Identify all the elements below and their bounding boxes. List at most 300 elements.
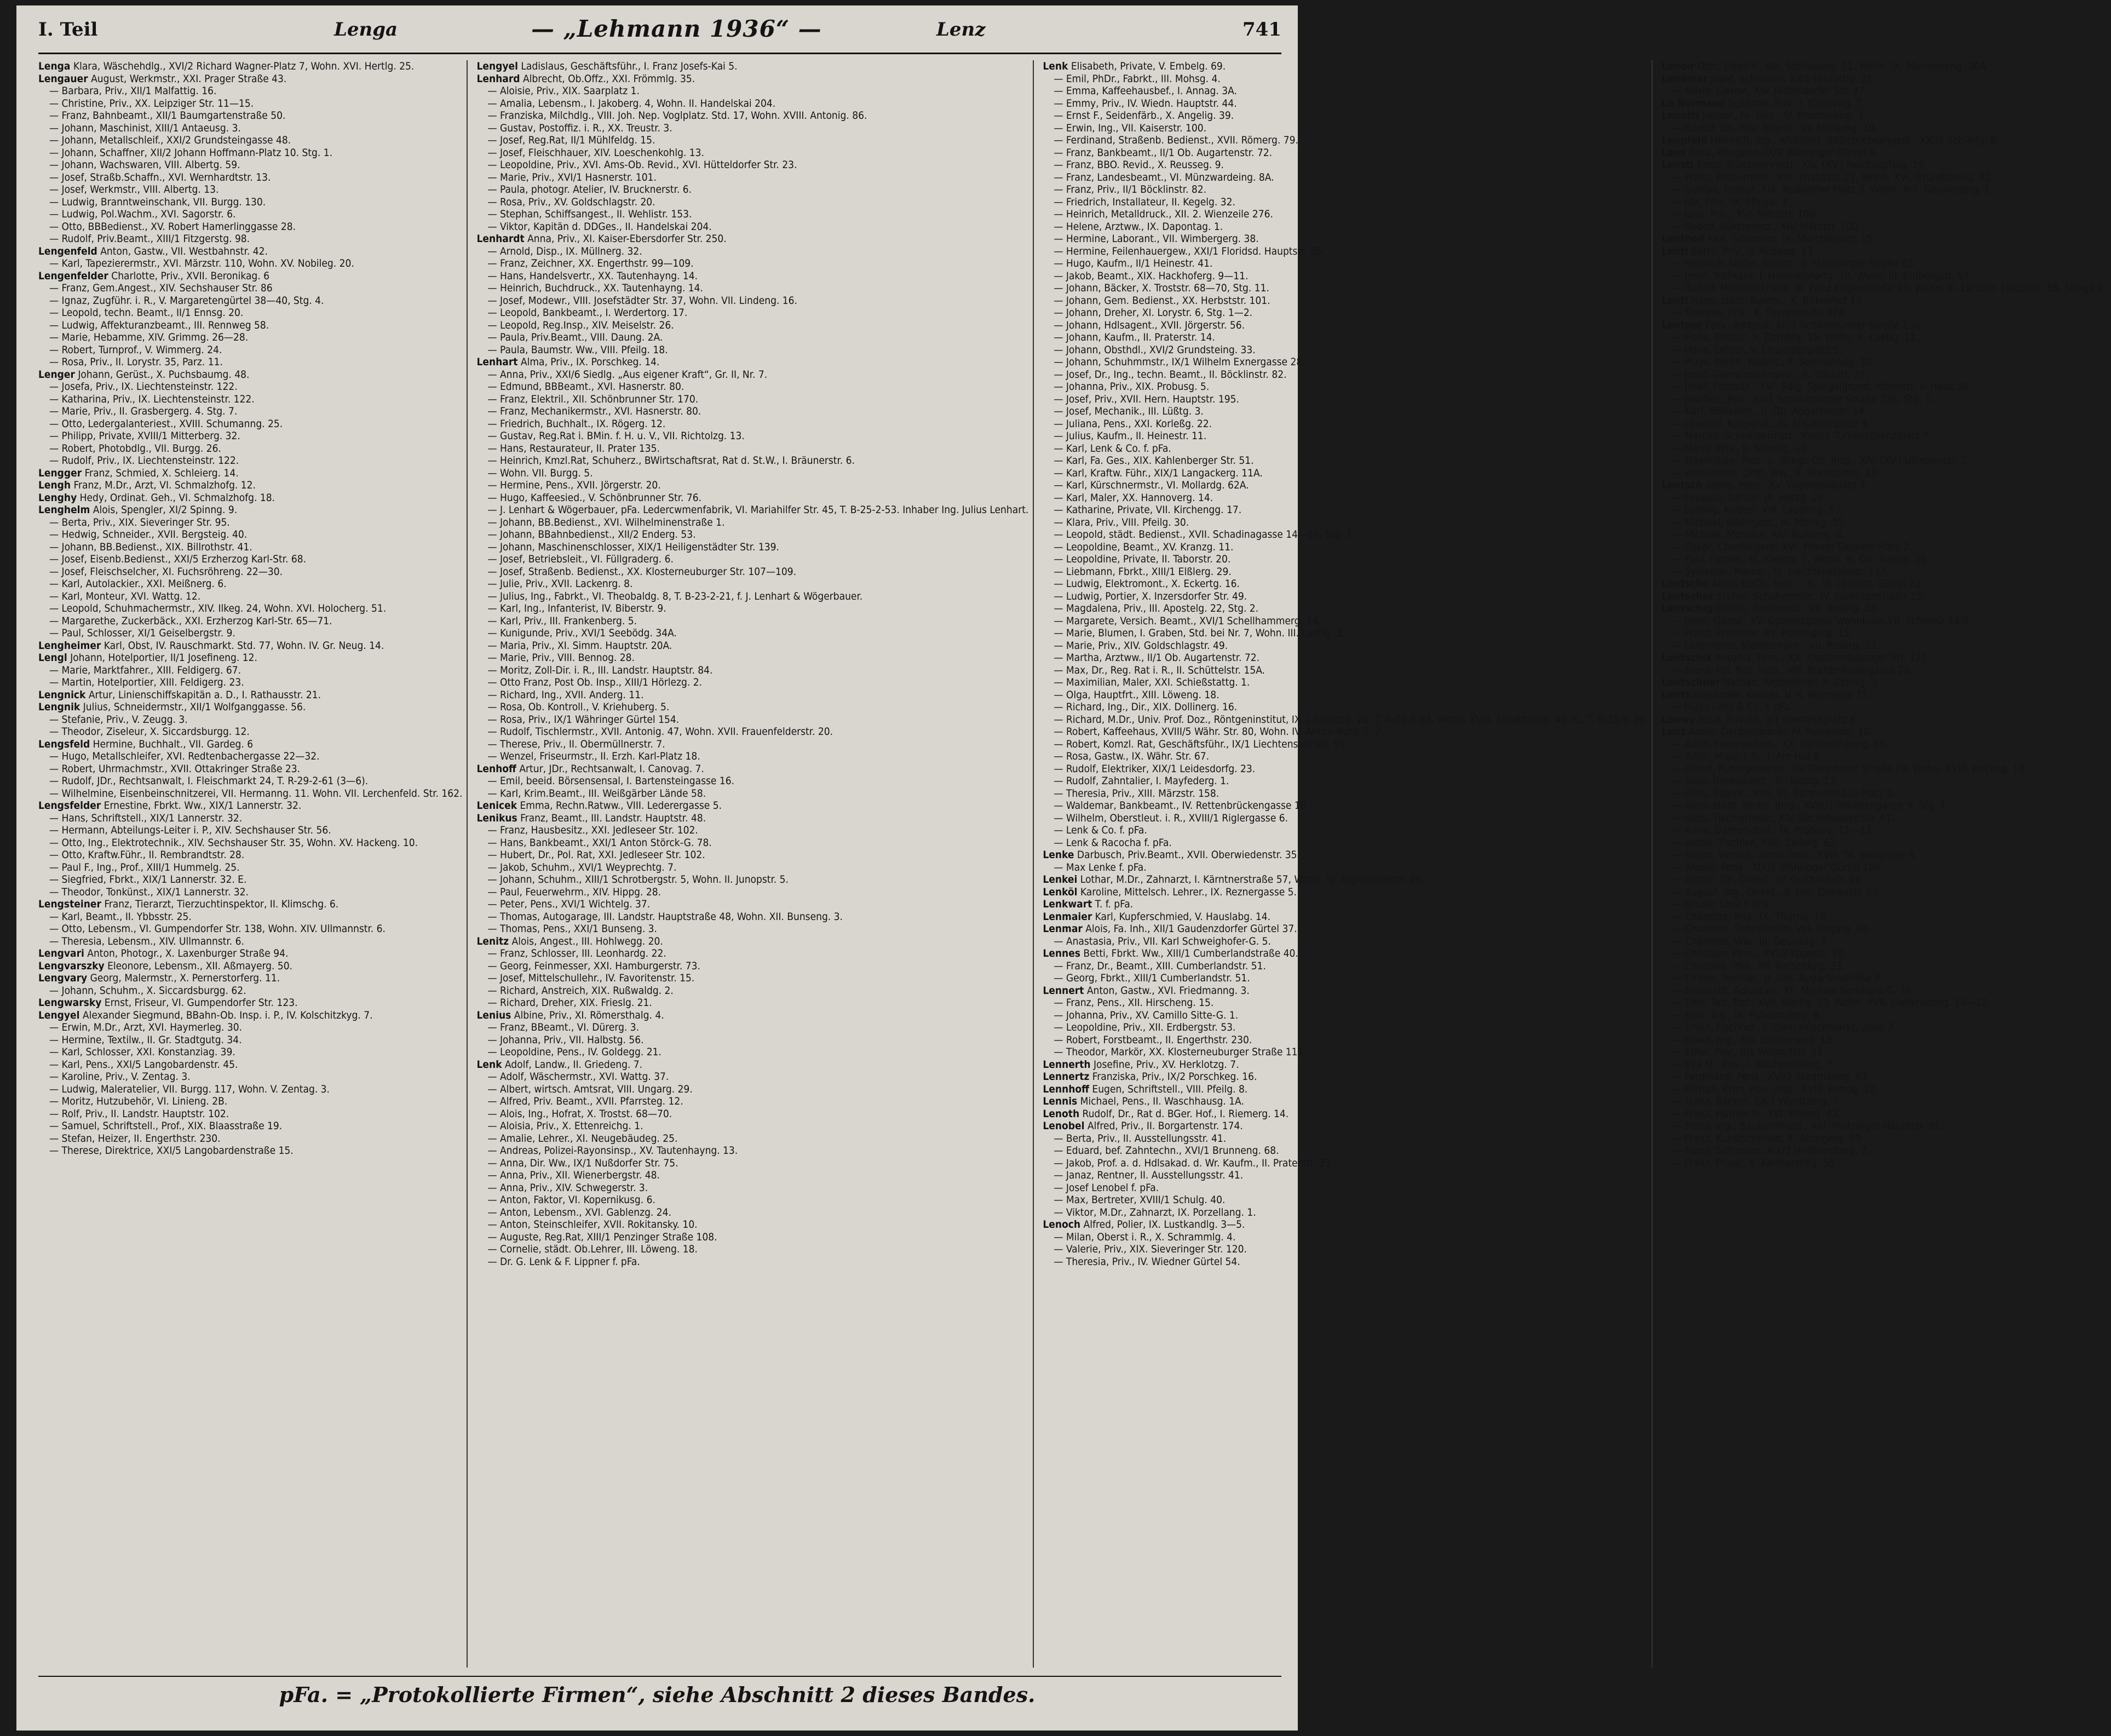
directory-entry <box>1043 689 1647 702</box>
directory-entry <box>1661 319 2107 332</box>
entry-details: — Berta, Priv., II. Ausstellungsstr. 41. <box>1054 1132 1227 1145</box>
entry-details: — Therese, Priv., X. Favoritenstr. 124. <box>1672 307 1848 319</box>
directory-entry <box>38 701 462 714</box>
entry-details: — Alfred, Priv. Beamt., XVII. Pfarrsteg. 12. <box>487 1095 683 1107</box>
entry-details: — Leopold, Schuhmachermstr., XIV. Ilkeg. 24, Wohn. XVI. Holocherg. 51. <box>49 602 387 614</box>
entry-details: Cäcilie, Amtsrevid., VII. Reslitg. 23. <box>1712 602 1879 614</box>
directory-entry <box>1043 1182 1647 1194</box>
directory-entry <box>1661 73 2107 85</box>
directory-entry <box>1043 245 1647 258</box>
entry-details: — Johann, Schuhm., X. Siccardsburgg. 62. <box>49 984 246 997</box>
entry-details: — Leopoldine, Priv., XII. Erdbergstr. 53. <box>1054 1021 1236 1033</box>
directory-entry <box>476 1071 1028 1083</box>
entry-surname: Lentschik <box>1661 652 1712 664</box>
directory-entry <box>1661 1034 2107 1047</box>
directory-entry <box>38 60 462 73</box>
directory-entry <box>476 528 1028 541</box>
entry-details: — Michael, BBAngest., III. Mohsg. 35. <box>1672 516 1847 528</box>
directory-entry <box>38 972 462 985</box>
entry-details: — Therese, Priv., II. Obermüllnerstr. 7. <box>487 738 665 750</box>
entry-details: Johann, Fa. Ges., IV. Mommseng. 3. <box>1699 110 1866 122</box>
directory-entry <box>1043 886 1647 899</box>
directory-entry <box>476 935 1028 948</box>
directory-entry <box>476 590 1028 603</box>
directory-entry <box>1043 873 1647 886</box>
directory-entry <box>1043 171 1647 184</box>
entry-details: — Josef, Fleischhauer, XIV. Loeschenkohlg. 13. <box>487 146 704 159</box>
entry-details: Ladislaus, Geschäftsführ., I. Franz Josefs-Kai 5. <box>517 60 738 72</box>
directory-entry <box>1043 787 1647 800</box>
entry-details: — Ludwig, Elektromont., X. Eckertg. 16. <box>1054 578 1240 590</box>
entry-details: — Hans, Bankbeamt., XXI/1 Anton Störck-G. 78. <box>487 836 712 849</box>
entry-details: — Marie, Priv., XIV. Goldschlagstr. 49. <box>1054 639 1228 652</box>
entry-details: Josefine, Priv., XV. Herklotzg. 7. <box>1090 1058 1239 1071</box>
entry-details: — Marie, Marktfahrer., XIII. Feldigerg. 67. <box>49 664 241 676</box>
entry-details: — Max Lenke f. pFa. <box>1054 861 1147 873</box>
entry-details: — Ferdinand, Straßenb. Bedienst., XVII. Römerg. 79. <box>1054 134 1298 146</box>
entry-details: — Franz, BBeamt., VI. Dürerg. 3. <box>487 1021 640 1033</box>
directory-entry <box>1043 775 1647 787</box>
directory-entry <box>1661 295 2107 307</box>
entry-details: — Hedwig, Schneider., XVII. Bergsteig. 40. <box>49 528 248 541</box>
directory-entry <box>1043 566 1647 578</box>
directory-entry <box>1043 479 1647 492</box>
entry-details: — Martha, Arztww., II/1 Ob. Augartenstr. 72. <box>1054 652 1260 664</box>
directory-entry <box>1043 1218 1647 1231</box>
directory-entry <box>476 492 1028 504</box>
entry-surname: Lengh <box>38 479 71 491</box>
entry-surname: Lenghy <box>38 491 77 504</box>
directory-entry <box>1661 1021 2107 1034</box>
directory-entry <box>476 824 1028 837</box>
directory-entry <box>476 393 1028 406</box>
entry-details: — J. Lenhart & Wögerbauer, pFa. Ledercwmenfabrik, VI. Mariahilfer Str. 45, T. B-25-2-53. Inhaber Ing. Julius Lenhart. <box>487 504 1029 516</box>
directory-entry <box>1043 911 1647 923</box>
directory-entry <box>476 602 1028 615</box>
entry-details: Charlotte, Priv., XVII. Beronikag. 6 <box>108 269 270 282</box>
entry-details: — Franz, Schlosser, III. Leonhardg. 22. <box>487 947 666 959</box>
directory-entry <box>1043 541 1647 554</box>
directory-entry <box>38 233 462 245</box>
entry-details: — Robert, Turnprof., V. Wimmerg. 24. <box>49 343 222 356</box>
entry-details: — Ludwig, Pol.Wachm., XVI. Sagorstr. 6. <box>49 208 236 220</box>
directory-entry <box>1661 947 2107 960</box>
directory-entry <box>1043 824 1647 837</box>
directory-entry <box>1661 960 2107 973</box>
directory-entry <box>1661 528 2107 541</box>
entry-surname: Lengl <box>38 652 67 664</box>
entry-details: — Christian, Pens., XVI/2 Koppstr. 70. <box>1672 947 1847 959</box>
directory-entry <box>1661 1071 2107 1083</box>
entry-details: — Hugo, techn. Beamt., II. Sonnwendg. 30. <box>1672 356 1874 368</box>
directory-entry <box>38 935 462 948</box>
directory-entry <box>476 763 1028 775</box>
entry-details: Karl, Schlosser, IX. Marchfeldstr. 15. <box>1704 233 1876 245</box>
directory-entry <box>38 110 462 122</box>
directory-entry <box>1661 849 2107 861</box>
directory-entry <box>1661 504 2107 516</box>
directory-entry <box>476 898 1028 911</box>
directory-entry <box>1043 528 1647 541</box>
entry-details: Johann, Gerüst., X. Puchsbaumg. 48. <box>74 368 250 381</box>
entry-surname: Lengsteiner <box>38 898 101 910</box>
directory-entry <box>38 1059 462 1071</box>
entry-details: — Janaz, Rentner, II. Ausstellungsstr. 41. <box>1054 1169 1244 1181</box>
directory-entry <box>1661 541 2107 554</box>
entry-details: — Paula, Baumstr. Ww., VIII. Pfeilg. 18. <box>487 343 668 356</box>
entry-surname: Lenmar <box>1043 923 1083 935</box>
directory-entry <box>38 245 462 258</box>
directory-entry <box>1661 726 2107 738</box>
entry-surname: Lenoth <box>1043 1107 1080 1120</box>
entry-details: — Therese, Direktrice, XXI/5 Langobardenstraße 15. <box>49 1145 294 1157</box>
directory-entry <box>476 1034 1028 1047</box>
entry-details: — Georg, Fbrkt., XIII/1 Cumberlandstr. 51. <box>1054 972 1250 984</box>
directory-entry <box>1043 1169 1647 1182</box>
directory-entry <box>1661 183 2107 196</box>
entry-details: — Franz, Elektril., XII. Schönbrunner Str. 170. <box>487 393 699 405</box>
directory-entry <box>1043 947 1647 960</box>
directory-entry <box>38 787 462 800</box>
entry-details: — Josefine, Priv., XII/1 Schönbrunner Straße 236, Stg. 1. <box>1672 393 1934 405</box>
directory-entry <box>38 997 462 1009</box>
entry-details: — Josef, Dr., Ing., techn. Beamt., II. Böcklinstr. 82. <box>1054 368 1287 381</box>
entry-details: — Georg, Feinmesser, XXI. Hamburgerstr. 73. <box>487 959 700 972</box>
entry-details: — Alois, Tischlermstr., XIV. Sechshauser Str. 61. <box>1672 812 1895 824</box>
entry-details: — Otto, Kraftw.Führ., II. Rembrandtstr. 28. <box>49 849 245 861</box>
directory-entry <box>476 504 1028 516</box>
directory-entry <box>1043 467 1647 480</box>
directory-entry <box>38 171 462 184</box>
entry-details: — Hermann, Abteilungs-Leiter i. P., XIV. Sechshauser Str. 56. <box>49 824 331 836</box>
directory-entry <box>476 553 1028 566</box>
directory-entry <box>1043 615 1647 628</box>
directory-entry <box>1043 578 1647 590</box>
directory-entry <box>1661 282 2107 295</box>
entry-details: — Alois, Beamt., XVII. St. Bartholomäus-Platz 3. <box>1672 787 1896 800</box>
entry-details: — Karl, Pens., XXI/5 Langobardenstr. 45. <box>49 1058 238 1071</box>
directory-entry <box>476 627 1028 640</box>
entry-details: — Franz, Bahnbeamt., XII/1 Baumgartenstraße 50. <box>49 110 286 122</box>
directory-entry <box>1043 516 1647 529</box>
directory-entry <box>476 566 1028 578</box>
directory-entry <box>38 541 462 554</box>
entry-details: — Johanna, Priv., VII. Halbstg. 56. <box>487 1033 644 1046</box>
directory-entry <box>476 1021 1028 1034</box>
directory-entry <box>1661 430 2107 442</box>
entry-details: — Hugo Lenz & Co. f. pFa. <box>1672 701 1793 713</box>
entry-details: — Emma, Kaffeehausbef., I. Annag. 3A. <box>1054 85 1237 97</box>
entry-surname: Lens <box>1661 146 1686 159</box>
entry-details: — Johann, Schuhm., XIII/1 Schrotbergstr. 5, Wohn. II. Junopstr. 5. <box>487 873 789 886</box>
directory-entry <box>1043 208 1647 221</box>
entry-details: — Andreas, Polizei-Rayonsinsp., XV. Tautenhayng. 13. <box>487 1145 738 1157</box>
directory-entry <box>1043 196 1647 209</box>
directory-entry <box>38 1083 462 1096</box>
entry-details: — Ludwig, Kellner, VIII. Laudong. 57. <box>1672 504 1844 516</box>
directory-entry <box>1661 861 2107 874</box>
directory-entry <box>1661 147 2107 159</box>
directory-entry <box>38 159 462 171</box>
entry-details: — Hermine, Laborant., VII. Wimbergerg. 38. <box>1054 233 1259 245</box>
entry-surname: Lenger <box>38 368 75 381</box>
entry-details: — Johann, Maschinist, XIII/1 Antaeusg. 3. <box>49 122 241 134</box>
entry-details: — Christine, Priv., XII. Ratschkyg. 33. <box>1672 959 1845 972</box>
directory-entry <box>38 208 462 221</box>
directory-entry <box>1661 270 2107 283</box>
entry-details: — Karl, Priv., III. Frankenberg. 5. <box>487 614 637 627</box>
directory-entry <box>476 1133 1028 1145</box>
entry-details: — Theresia, Priv., IV. Wiedner Gürtel 54. <box>1054 1255 1240 1268</box>
entry-details: — Gustav, Reg.Rat i. BMin. f. H. u. V., VII. Richtolzg. 13. <box>487 430 745 442</box>
entry-details: — Leopoldine, Beamt., XV. Kranzg. 11. <box>1054 541 1234 553</box>
entry-details: Alois, Spengler, XI/2 Spinng. 9. <box>90 504 238 516</box>
entry-details: — Rudolf, Milchtrinkhalle, III. Prinz Eugenstraße 27, Wohn. III. Landstr. Hauptstr. 86, Stiege 2. <box>1672 282 2107 294</box>
directory-entry <box>1661 997 2107 1009</box>
directory-entry <box>38 381 462 393</box>
entry-details: — Erwin, Ing., VII. Kaiserstr. 100. <box>1054 122 1207 134</box>
entry-details: Eugen, Schriftstell., VIII. Pfeilg. 8. <box>1089 1083 1248 1095</box>
entry-surname: Lentsche <box>1661 578 1709 590</box>
directory-entry <box>1661 1059 2107 1071</box>
directory-entry <box>476 159 1028 171</box>
entry-details: — Karl, Tapezierermstr., XVI. Märzstr. 110, Wohn. XV. Nobileg. 20. <box>49 257 354 269</box>
footer-rule <box>38 1676 1281 1677</box>
entry-details: Rosa, Private, II/1 Sterneckplatz 8. <box>1695 713 1859 726</box>
entry-details: Ernestine, Fbrkt. Ww., XIX/1 Lannerstr. 32. <box>101 800 302 812</box>
directory-entry <box>1043 1206 1647 1219</box>
directory-entry <box>1043 800 1647 812</box>
entry-details: — Karl, Fa. Ges., XIX. Kahlenberger Str. 51. <box>1054 455 1254 467</box>
directory-entry <box>476 122 1028 135</box>
directory-entry <box>1661 245 2107 258</box>
entry-details: — Olga, Hauptfrt., XIII. Löweng. 18. <box>1054 688 1220 701</box>
entry-details: — Franz, Zeichner, XX. Engerthstr. 99—109. <box>487 257 694 269</box>
entry-details: — Leopold, Bankbeamt., I. Werdertorg. 17. <box>487 307 688 319</box>
entry-details: Adolf, Landw., II. Griedeng. 7. <box>502 1058 643 1071</box>
entry-surname: Lenghelm <box>38 504 90 516</box>
directory-entry <box>476 873 1028 886</box>
entry-details: — Wohn. VII. Burgg. 5. <box>487 467 593 479</box>
entry-details: — Stefan, Heizer, II. Engerthstr. 230. <box>49 1132 221 1145</box>
entry-details: — Richard, Ing., Dir., XIX. Dollinerg. 16. <box>1054 701 1238 713</box>
entry-details: Alexander Siegmund, BBahn-Ob. Insp. i. P., IV. Kolschitzkyg. 7. <box>79 1009 373 1021</box>
entry-details: — Emil, Tab. Traf., XVII. Weißg. 53, Wohn. XVII. Liebknechtg. 10—12. <box>1672 997 1991 1009</box>
directory-entry <box>1043 738 1647 751</box>
directory-entry <box>1661 812 2107 825</box>
directory-entry <box>38 1133 462 1145</box>
entry-details: Hedy, Ordinat. Geh., VI. Schmalzhofg. 18. <box>77 491 275 504</box>
entry-details: — Ludwig, Portier, X. Inzersdorfer Str. 49. <box>1054 590 1247 602</box>
directory-entry <box>476 1108 1028 1120</box>
directory-entry <box>476 1095 1028 1108</box>
directory-entry <box>1043 97 1647 110</box>
entry-details: — Maximilian, Maler, XXI. Schießstattg. 1. <box>1054 676 1250 688</box>
directory-entry <box>1661 566 2107 578</box>
directory-entry <box>38 849 462 861</box>
directory-entry <box>38 344 462 357</box>
entry-details: — Marie, Hebamme, XIV. Grimmg. 26—28. <box>49 331 249 343</box>
directory-entry <box>38 615 462 628</box>
directory-entry <box>1661 935 2107 948</box>
directory-entry <box>476 652 1028 664</box>
directory-entry <box>1043 553 1647 566</box>
entry-details: — Josef, Straßenb. Bedienst., XX. Klosterneuburger Str. 107—109. <box>487 565 797 578</box>
entry-details: — Christine, Priv., XX. Leipziger Str. 11—15. <box>49 97 254 110</box>
entry-surname: Le Normand <box>1661 97 1725 110</box>
directory-entry <box>476 1145 1028 1157</box>
directory-entry <box>1661 873 2107 886</box>
entry-details: — Karl, Kraftw. Führ., XIX/1 Langackerg. 11A. <box>1054 467 1263 479</box>
directory-entry <box>1043 985 1647 997</box>
entry-details: — Josef, Trafikant, I. Himmelpfortg. 20, Wohn. III. Erdbergstr. 67. <box>1672 269 1972 282</box>
entry-details: — Marie, Priv., II. Grasbergerg. 4. Stg. 7. <box>49 405 238 417</box>
directory-entry <box>1043 1231 1647 1244</box>
directory-entry <box>1043 750 1647 763</box>
entry-details: — Karl, Ing., Infanterist, IV. Biberstr. 9. <box>487 602 666 614</box>
directory-entry <box>1661 590 2107 603</box>
directory-entry <box>1043 1108 1647 1120</box>
entry-details: — Hermine, Textilw., II. Gr. Stadtgutg. 34. <box>49 1033 242 1046</box>
entry-details: — Moritz, Hutzubehör, VI. Linieng. 2B. <box>49 1095 228 1107</box>
entry-details: Elisabeth, Private, V. Embelg. 69. <box>1068 60 1226 72</box>
directory-entry <box>38 405 462 418</box>
column-1 <box>38 60 468 1668</box>
directory-entry <box>38 331 462 344</box>
directory-entry <box>476 750 1028 763</box>
entry-details: — Rosa, Ob. Kontroll., V. Kriehuberg. 5. <box>487 701 670 713</box>
entry-details: — Karoline, Priv., V. Zentag. 3. <box>49 1071 191 1083</box>
entry-details: — Viktor, M.Dr., Zahnarzt, IX. Porzellang. 1. <box>1054 1206 1256 1218</box>
directory-entry <box>38 282 462 295</box>
entry-details: — Robert, Photobdlg., VII. Burgg. 26. <box>49 442 221 455</box>
directory-page <box>16 5 2107 1731</box>
entry-details: — Leopold, Sattler, III. Hetzg. 26. <box>1672 491 1827 504</box>
directory-entry <box>38 837 462 849</box>
directory-entry <box>1043 701 1647 714</box>
entry-surname: Lengnick <box>38 688 86 701</box>
entry-details: — Josef, Fleischselcher, XI. Fuchsröhreng. 22—30. <box>49 565 283 578</box>
directory-entry <box>1661 307 2107 319</box>
entry-details: — Johanna, Priv., XV. Camillo Sitte-G. 1. <box>1054 1009 1239 1021</box>
entry-details: Alfred, Priv., II. Borgartenstr. 174. <box>1084 1120 1243 1132</box>
directory-entry <box>38 295 462 307</box>
directory-entry <box>1043 837 1647 849</box>
entry-surname: Lengauer <box>38 72 88 85</box>
entry-details: — Johann, Hdlsagent., XVII. Jörgerstr. 56. <box>1054 319 1245 331</box>
entry-surname: Lennes <box>1043 947 1080 959</box>
entry-details: — Leopold, Reg.Insp., XIV. Meiselstr. 26. <box>487 319 674 331</box>
directory-entry <box>1661 824 2107 837</box>
directory-entry <box>1661 60 2107 73</box>
entry-surname: Lenicek <box>476 800 517 812</box>
directory-entry <box>38 467 462 480</box>
entry-details: — Julius, Kaufm., II. Heinestr. 11. <box>1054 430 1207 442</box>
entry-surname: Lengvary <box>38 972 88 984</box>
directory-entry <box>476 947 1028 960</box>
directory-entry <box>476 1182 1028 1194</box>
entry-details: — Franz, Gem.Angest., XIV. Sechshauser Str. 86 <box>49 282 273 294</box>
entry-details: — Rudolf, Dr., Priv. Beamt., VI. Mollardg. 19. <box>1672 122 1878 134</box>
directory-entry <box>476 418 1028 430</box>
entry-details: Franz, Schmied, X. Schleierg. 14. <box>82 467 239 479</box>
entry-details: — Maximilian, Post- u. Telegr. Ob. Insp., XIV. (XV.) Ullmannstr. 2. <box>1672 455 1970 467</box>
entry-surname: Lengwarsky <box>38 997 102 1009</box>
directory-entry <box>476 911 1028 923</box>
directory-entry <box>1043 344 1647 357</box>
entry-details: — Josef, Postadjt., XVI. Sdlg. Spiegelgrund, Wohnstr. V. Haus 56. <box>1672 381 1972 393</box>
entry-details: — Erwin, Fischhdl., I. Zentralfischmarkt, Zelle 3. <box>1672 1021 1897 1033</box>
directory-entry <box>38 1034 462 1047</box>
directory-entry <box>1661 97 2107 110</box>
entry-details: — Michael, Monteur, XIV. Rustenq. 8. <box>1672 528 1845 541</box>
directory-entry <box>1043 369 1647 381</box>
directory-entry <box>38 307 462 319</box>
directory-entry <box>38 196 462 209</box>
directory-entry <box>38 1009 462 1022</box>
entry-details: Alois, Fa. Inh., XII/1 Gaudenzdorfer Gürtel 37. <box>1082 923 1297 935</box>
entry-surname: Lennhoff <box>1043 1083 1089 1095</box>
entry-details: — Katharine, Private, VII. Kirchengg. 17. <box>1054 504 1242 516</box>
entry-details: — Klara, Priv., VIII. Pfeilg. 30. <box>1054 516 1189 528</box>
entry-details: — Moritz, Zoll-Dir. i. R., III. Landstr. Hauptstr. 84. <box>487 664 713 676</box>
entry-details: Klara, Wäschehdlg., XVI/2 Richard Wagner-Platz 7, Wohn. XVI. Hertlg. 25. <box>70 60 415 72</box>
entry-details: — Eduard, bef. Zahntechn., XVI/1 Brunneng. 68. <box>1054 1145 1279 1157</box>
entry-details: — Johann, Maschinenschlosser, XIX/1 Heiligenstädter Str. 139. <box>487 541 779 553</box>
entry-details: Albin, BBOb. Insp. i. R., III. Landstr. Gürtel 23. <box>1709 578 1924 590</box>
directory-entry <box>1043 1133 1647 1145</box>
entry-details: — Paul, Schlosser, XI/1 Geiselbergstr. 9. <box>49 627 235 639</box>
entry-details: — Josef Lenobel f. pFa. <box>1054 1181 1159 1194</box>
entry-details: — Karl, Lenk & Co. f. pFa. <box>1054 442 1171 455</box>
entry-details: — Lenk & Co. f. pFa. <box>1054 824 1147 836</box>
entry-details: — Richard, Ing., XVII. Anderg. 11. <box>487 688 644 701</box>
directory-entry <box>1043 1157 1647 1170</box>
directory-entry <box>38 147 462 159</box>
entry-details: — Erwin, Ing., XIII. Diesterweg. 13. <box>1672 1033 1835 1046</box>
directory-entry <box>476 381 1028 393</box>
entry-details: — Charlotte, Priv., IX. Thurng. 19. <box>1672 910 1829 923</box>
entry-details: — Magdalena, Priv., III. Apostelg. 22, Stg. 2. <box>1054 602 1259 614</box>
entry-surname: Lenwy <box>1661 713 1695 726</box>
entry-details: Josef, Schlosser, XII/1 Malfattig. 21. <box>1707 72 1876 85</box>
directory-entry <box>38 812 462 825</box>
entry-details: — Alois, Ing., Hofrat, X. Trostst. 68—70. <box>487 1107 672 1120</box>
directory-entry <box>1043 763 1647 775</box>
directory-entry <box>1043 935 1647 948</box>
directory-entry <box>38 566 462 578</box>
entry-details: — Gustav, Postoffiz. i. R., XX. Treustr. 3. <box>487 122 672 134</box>
entry-details: — Sylvester, Maurer, IX. Liechtensteinstr. 127. <box>1672 565 1890 578</box>
entry-details: — Franz, Bäcker, XX/1 Wurlitzerg. 7. <box>1672 1095 1842 1107</box>
entry-details: — Johann, Metallschleif., XXI/2 Grundsteingasse 48. <box>49 134 291 146</box>
directory-entry <box>476 1157 1028 1170</box>
entry-details: — Juliana, Pens., XXI. Korleßg. 22. <box>1054 417 1212 430</box>
entry-details: — Johann, Schuhmmstr., IX/1 Wilhelm Exnergasse 28. <box>1054 356 1305 368</box>
directory-entry <box>476 467 1028 480</box>
entry-details: Franz, Tierarzt, Tierzuchtinspektor, II. Klimschg. 6. <box>101 898 339 910</box>
entry-surname: Lenobel <box>1043 1120 1085 1132</box>
entry-details: — Johann, BB.Bedienst., XVI. Wilhelminenstraße 1. <box>487 516 725 528</box>
directory-entry <box>1661 664 2107 677</box>
directory-entry <box>1661 85 2107 97</box>
entry-details: — Amalie, Lehrer., XI. Neugebäudeg. 25. <box>487 1132 678 1145</box>
entry-details: Johann, Hotelportier, II/1 Josefineng. 12. <box>67 652 257 664</box>
entry-details: Ernst, Friseur, VI. Gumpendorfer Str. 123. <box>101 997 298 1009</box>
entry-details: — Hans, Schriftstell., XIX/1 Lannerstr. 32. <box>49 812 243 824</box>
entry-details: — Franz, Dr., Beamt., XIII. Cumberlandstr. 51. <box>1054 959 1266 972</box>
entry-surname: Lenmaier <box>1043 910 1092 923</box>
